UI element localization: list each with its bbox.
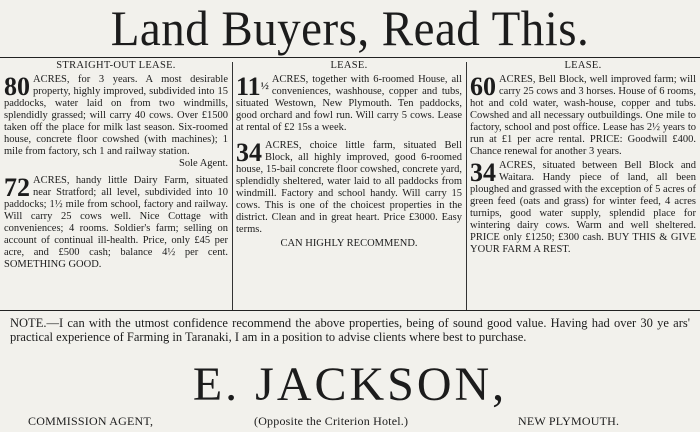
- column-divider: [232, 62, 233, 310]
- listing-72-acres: [4, 175, 228, 271]
- column-lease-right: [470, 60, 696, 256]
- listing-number: 72: [4, 173, 30, 202]
- listing-34-acres-bell-block: [236, 140, 462, 250]
- listing-number: $11^{\frac{1}{2}}$: [236, 72, 269, 101]
- column-heading: LEASE.: [330, 60, 368, 71]
- advertiser-location-note: (Opposite the Criterion Hotel.): [254, 414, 409, 428]
- listing-number: 34: [236, 138, 262, 167]
- listing-text: ACRES, together with 6-roomed House, all conveniences, washhouse, copper and tubs, situated Westown, New Plymouth. Ten paddocks, good orchard and fowl run. Will carry 5 cows. Lease at rental of £2 15s a week.: [236, 74, 462, 133]
- listing-text: ACRES, handy little Dairy Farm, situated near Stratford; all level, subdivided into 10 paddocks; 1½ mile from school, factory and railway. Will carry 25 cows well. Nice Cottage with conveniences; 4 rooms. Soldier's farm; selling on account of continual ill-health. Price, only £45 per acre, and £500 cash; balance 4½ per cent. SOMETHING GOOD.: [4, 175, 228, 270]
- listing-text: ACRES, Bell Block, well improved farm; will carry 25 cows and 3 horses. House of 6 rooms, hot and cold water, wash-house, copper and tubs. Cowshed and all necessary outbuildings. One mile to factory, school and post office. Lease has 2½ years to run at £1 per acre rental. PRICE: Goodwill £400. Chance renewal for another 3 years.: [470, 74, 696, 157]
- note-text: —I can with the utmost confidence recommend the above properties, being of sound good value. Having had over 30 ye ars' practical experience of Farming in Taranaki, I am in a position to advise clients where best to purchase.: [10, 316, 690, 344]
- advertiser-name: E. JACKSON,: [192, 358, 508, 411]
- column-straight-out-lease: [4, 60, 228, 271]
- note-label: NOTE.: [10, 316, 47, 330]
- listing-number: 80: [4, 72, 30, 101]
- listing-text: ACRES, choice little farm, situated Bell Block, all highly improved, good 6-roomed house, 15-bail concrete floor cowshed, concrete yard, splendidly sheltered, water laid to all paddocks from windmill. Factory and school handy. Will carry 15 cows. This is one of the choicest properties in the district. Clean and in great heart. Price £3000. Easy terms.: [236, 140, 462, 235]
- listing-34-acres-waitara: [470, 160, 696, 256]
- advertiser-town: NEW PLYMOUTH.: [518, 414, 620, 428]
- listing-text: ACRES, situated between Bell Block and Waitara. Handy piece of land, all been ploughed and grassed with the exception of 5 acres of green feed (oats and grass) for winter feed, 4 acres turnips, good water supply, splendid place for wintering dairy cows. Warm and well sheltered. PRICE only £1250; £300 cash. BUY THIS & GIVE YOUR FARM A REST.: [470, 160, 696, 255]
- listing-number: 60: [470, 72, 496, 101]
- headline: Land Buyers, Read This.: [110, 0, 590, 56]
- column-lease-middle: [236, 60, 462, 250]
- advertiser-title: COMMISSION AGENT,: [28, 414, 154, 428]
- column-heading: STRAIGHT-OUT LEASE.: [56, 60, 176, 71]
- listing-signoff: CAN HIGHLY RECOMMEND.: [280, 238, 418, 249]
- listing-11-acres: [236, 74, 462, 134]
- note-paragraph: [10, 316, 690, 344]
- headline-rule: [0, 57, 700, 58]
- listing-number: 34: [470, 158, 496, 187]
- column-heading: LEASE.: [564, 60, 602, 71]
- listing-80-acres: [4, 74, 228, 170]
- listing-text: ACRES, for 3 years. A most desirable property, highly improved, subdivided into 15 paddocks, water laid on from two windmills, splendidly grassed; will carry 40 cows. Over £1500 taken off the place for milk last season. Six-roomed house, concrete floor cowshed (with machines); 1 mile from factory, sch 1 and railway station.: [4, 74, 228, 157]
- note-rule: [0, 310, 700, 311]
- listing-signoff: Sole Agent.: [179, 158, 228, 169]
- listing-60-acres: [470, 74, 696, 158]
- column-divider: [466, 62, 467, 310]
